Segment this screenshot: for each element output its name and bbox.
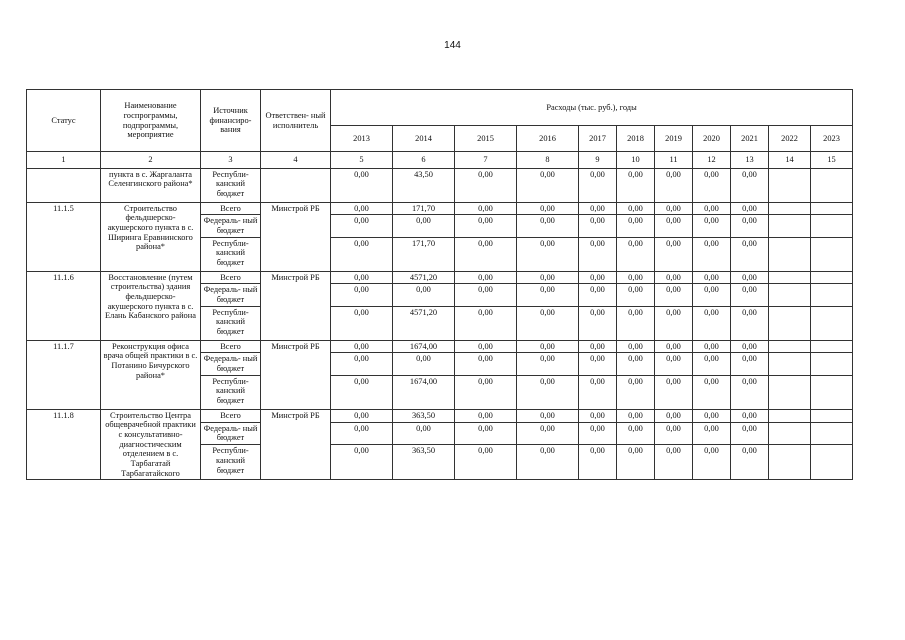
row-executor: Минстрой РБ xyxy=(261,409,331,480)
row-value: 0,00 xyxy=(455,168,517,202)
row-status: 11.1.5 xyxy=(27,202,101,271)
row-value xyxy=(769,375,811,409)
row-value: 0,00 xyxy=(617,422,655,445)
row-value: 0,00 xyxy=(455,353,517,375)
row-value xyxy=(769,237,811,271)
year-header: 2022 xyxy=(769,126,811,152)
row-value: 0,00 xyxy=(393,422,455,445)
table-row xyxy=(27,202,853,215)
header-executor: Ответствен- ный исполнитель xyxy=(261,90,331,152)
row-value: 0,00 xyxy=(655,445,693,480)
row-value: 0,00 xyxy=(455,271,517,284)
year-header: 2019 xyxy=(655,126,693,152)
header-status: Статус xyxy=(27,90,101,152)
row-name: Строительство фельдшерско- акушерского пункта в с. Ширинга Еравнинского района* xyxy=(101,202,201,271)
row-value: 0,00 xyxy=(655,237,693,271)
row-value: 0,00 xyxy=(693,353,731,375)
row-name: Восстановление (путем строительства) здания фельдшерско- акушерского пункта в с. Елань Кабанского района xyxy=(101,271,201,340)
column-number: 11 xyxy=(655,152,693,169)
row-value: 0,00 xyxy=(579,168,617,202)
row-value: 0,00 xyxy=(731,353,769,375)
row-value: 0,00 xyxy=(393,215,455,237)
column-number: 6 xyxy=(393,152,455,169)
column-number: 2 xyxy=(101,152,201,169)
row-value: 0,00 xyxy=(579,237,617,271)
year-header: 2016 xyxy=(517,126,579,152)
header-source: Источник финансиро- вания xyxy=(201,90,261,152)
row-value: 0,00 xyxy=(517,375,579,409)
row-value xyxy=(811,375,853,409)
row-source: Республи- канский бюджет xyxy=(201,306,261,340)
row-value: 0,00 xyxy=(331,306,393,340)
row-value: 0,00 xyxy=(731,284,769,306)
row-value xyxy=(769,215,811,237)
row-value: 0,00 xyxy=(331,284,393,306)
row-value: 0,00 xyxy=(731,215,769,237)
row-value: 0,00 xyxy=(617,284,655,306)
row-value xyxy=(811,284,853,306)
row-value xyxy=(811,215,853,237)
row-value: 0,00 xyxy=(617,445,655,480)
row-value: 0,00 xyxy=(655,422,693,445)
row-value: 0,00 xyxy=(455,237,517,271)
row-value: 0,00 xyxy=(731,409,769,422)
row-value: 0,00 xyxy=(693,271,731,284)
row-source: Всего xyxy=(201,409,261,422)
row-value: 0,00 xyxy=(517,353,579,375)
row-source: Федераль- ный бюджет xyxy=(201,353,261,375)
year-header: 2017 xyxy=(579,126,617,152)
row-source: Республи- канский бюджет xyxy=(201,168,261,202)
row-value: 0,00 xyxy=(517,202,579,215)
row-value: 0,00 xyxy=(579,202,617,215)
row-value: 0,00 xyxy=(455,284,517,306)
row-value: 0,00 xyxy=(693,422,731,445)
row-value: 363,50 xyxy=(393,409,455,422)
row-value xyxy=(769,284,811,306)
row-value: 0,00 xyxy=(693,409,731,422)
row-value: 0,00 xyxy=(731,202,769,215)
row-value: 0,00 xyxy=(393,284,455,306)
row-value xyxy=(811,340,853,353)
row-value: 0,00 xyxy=(655,215,693,237)
row-value: 0,00 xyxy=(517,284,579,306)
row-value: 0,00 xyxy=(579,353,617,375)
row-value: 0,00 xyxy=(579,306,617,340)
row-value: 0,00 xyxy=(731,445,769,480)
row-value: 0,00 xyxy=(455,340,517,353)
row-name: Строительство Центра общеврачебной практики с консультативно- диагностическим отделением в с. Тарбагатай Тарбагатайского xyxy=(101,409,201,480)
year-header: 2015 xyxy=(455,126,517,152)
year-header: 2014 xyxy=(393,126,455,152)
column-number: 5 xyxy=(331,152,393,169)
row-value: 0,00 xyxy=(617,271,655,284)
year-header: 2020 xyxy=(693,126,731,152)
column-number: 1 xyxy=(27,152,101,169)
row-value: 0,00 xyxy=(331,353,393,375)
row-value: 0,00 xyxy=(655,168,693,202)
row-value: 0,00 xyxy=(331,202,393,215)
row-source: Федераль- ный бюджет xyxy=(201,284,261,306)
row-value: 0,00 xyxy=(579,340,617,353)
table-row xyxy=(27,340,853,353)
row-value: 4571,20 xyxy=(393,271,455,284)
row-source: Республи- канский бюджет xyxy=(201,375,261,409)
row-status: 11.1.8 xyxy=(27,409,101,480)
row-value: 0,00 xyxy=(517,168,579,202)
row-value: 0,00 xyxy=(331,340,393,353)
year-header: 2018 xyxy=(617,126,655,152)
row-value: 0,00 xyxy=(617,215,655,237)
row-executor: Минстрой РБ xyxy=(261,271,331,340)
column-number: 8 xyxy=(517,152,579,169)
row-value xyxy=(811,202,853,215)
row-value: 0,00 xyxy=(517,445,579,480)
row-value: 0,00 xyxy=(617,409,655,422)
row-value: 0,00 xyxy=(579,409,617,422)
row-value: 0,00 xyxy=(517,422,579,445)
row-value: 0,00 xyxy=(693,284,731,306)
row-value: 0,00 xyxy=(517,271,579,284)
table-row xyxy=(27,168,853,202)
row-value: 0,00 xyxy=(731,306,769,340)
row-value: 0,00 xyxy=(331,237,393,271)
column-number: 4 xyxy=(261,152,331,169)
row-value: 0,00 xyxy=(731,271,769,284)
row-source: Республи- канский бюджет xyxy=(201,237,261,271)
column-number: 15 xyxy=(811,152,853,169)
row-value: 0,00 xyxy=(655,202,693,215)
row-value xyxy=(769,445,811,480)
row-value: 0,00 xyxy=(579,271,617,284)
row-source: Всего xyxy=(201,202,261,215)
row-value: 0,00 xyxy=(655,284,693,306)
row-value: 0,00 xyxy=(655,271,693,284)
row-value: 0,00 xyxy=(331,168,393,202)
row-value xyxy=(769,202,811,215)
row-value: 0,00 xyxy=(655,340,693,353)
row-source: Федераль- ный бюджет xyxy=(201,215,261,237)
row-value: 0,00 xyxy=(517,340,579,353)
row-value: 4571,20 xyxy=(393,306,455,340)
row-value: 0,00 xyxy=(693,237,731,271)
row-value xyxy=(769,409,811,422)
row-value: 0,00 xyxy=(655,409,693,422)
row-value: 43,50 xyxy=(393,168,455,202)
row-value xyxy=(769,168,811,202)
row-value: 0,00 xyxy=(693,215,731,237)
row-value: 1674,00 xyxy=(393,375,455,409)
row-value: 0,00 xyxy=(455,306,517,340)
header-expenses: Расходы (тыс. руб.), годы xyxy=(331,90,853,126)
row-value xyxy=(811,168,853,202)
row-executor: Минстрой РБ xyxy=(261,340,331,409)
row-value: 0,00 xyxy=(393,353,455,375)
row-status xyxy=(27,168,101,202)
row-value: 0,00 xyxy=(617,237,655,271)
row-value: 0,00 xyxy=(617,202,655,215)
row-value: 0,00 xyxy=(579,375,617,409)
column-number: 3 xyxy=(201,152,261,169)
row-value: 0,00 xyxy=(455,409,517,422)
row-value: 0,00 xyxy=(693,375,731,409)
row-value: 1674,00 xyxy=(393,340,455,353)
budget-table xyxy=(26,89,853,480)
row-status: 11.1.7 xyxy=(27,340,101,409)
row-value: 0,00 xyxy=(617,353,655,375)
row-status: 11.1.6 xyxy=(27,271,101,340)
row-value: 0,00 xyxy=(455,375,517,409)
row-value: 0,00 xyxy=(693,340,731,353)
row-value: 0,00 xyxy=(731,422,769,445)
row-value: 0,00 xyxy=(517,237,579,271)
row-value: 0,00 xyxy=(517,215,579,237)
row-value: 0,00 xyxy=(731,340,769,353)
row-value: 0,00 xyxy=(455,202,517,215)
page-number: 144 xyxy=(444,40,461,51)
row-value xyxy=(811,237,853,271)
row-value: 0,00 xyxy=(517,306,579,340)
year-header: 2021 xyxy=(731,126,769,152)
row-value xyxy=(811,422,853,445)
row-source: Всего xyxy=(201,340,261,353)
row-value: 0,00 xyxy=(693,445,731,480)
row-value: 0,00 xyxy=(455,445,517,480)
row-value: 0,00 xyxy=(693,306,731,340)
row-source: Республи- канский бюджет xyxy=(201,445,261,480)
column-number: 9 xyxy=(579,152,617,169)
row-value: 0,00 xyxy=(731,168,769,202)
column-number: 10 xyxy=(617,152,655,169)
row-value: 171,70 xyxy=(393,237,455,271)
row-value: 0,00 xyxy=(655,353,693,375)
row-value: 0,00 xyxy=(731,375,769,409)
table-row xyxy=(27,409,853,422)
row-name: Реконструкция офиса врача общей практики в с. Потанино Бичурского района* xyxy=(101,340,201,409)
column-number: 7 xyxy=(455,152,517,169)
row-value: 0,00 xyxy=(617,340,655,353)
year-header: 2023 xyxy=(811,126,853,152)
row-value: 0,00 xyxy=(579,284,617,306)
row-value: 0,00 xyxy=(331,375,393,409)
row-value: 0,00 xyxy=(331,445,393,480)
row-value xyxy=(769,353,811,375)
row-value: 0,00 xyxy=(517,409,579,422)
row-value: 0,00 xyxy=(579,422,617,445)
column-number: 12 xyxy=(693,152,731,169)
column-number: 13 xyxy=(731,152,769,169)
row-value: 0,00 xyxy=(731,237,769,271)
row-value: 0,00 xyxy=(331,422,393,445)
table-row xyxy=(27,271,853,284)
row-name: пункта в с. Жаргаланта Селенгинского района* xyxy=(101,168,201,202)
row-value xyxy=(811,409,853,422)
row-value: 0,00 xyxy=(455,215,517,237)
row-value xyxy=(769,271,811,284)
row-value xyxy=(769,422,811,445)
row-value: 363,50 xyxy=(393,445,455,480)
row-value xyxy=(769,306,811,340)
row-executor: Минстрой РБ xyxy=(261,202,331,271)
row-value: 0,00 xyxy=(617,168,655,202)
row-value xyxy=(811,353,853,375)
row-value: 0,00 xyxy=(655,306,693,340)
row-value: 0,00 xyxy=(579,215,617,237)
column-number: 14 xyxy=(769,152,811,169)
row-value: 0,00 xyxy=(579,445,617,480)
row-value: 0,00 xyxy=(693,168,731,202)
row-value: 171,70 xyxy=(393,202,455,215)
row-value: 0,00 xyxy=(331,215,393,237)
row-value: 0,00 xyxy=(617,375,655,409)
row-value xyxy=(811,306,853,340)
row-value xyxy=(811,271,853,284)
row-value: 0,00 xyxy=(331,409,393,422)
row-source: Федераль- ный бюджет xyxy=(201,422,261,445)
row-value: 0,00 xyxy=(455,422,517,445)
row-executor xyxy=(261,168,331,202)
header-name: Наименование госпрограммы, подпрограммы, мероприятие xyxy=(101,90,201,152)
year-header: 2013 xyxy=(331,126,393,152)
row-value xyxy=(811,445,853,480)
row-value: 0,00 xyxy=(693,202,731,215)
row-value: 0,00 xyxy=(331,271,393,284)
row-source: Всего xyxy=(201,271,261,284)
row-value xyxy=(769,340,811,353)
row-value: 0,00 xyxy=(617,306,655,340)
row-value: 0,00 xyxy=(655,375,693,409)
